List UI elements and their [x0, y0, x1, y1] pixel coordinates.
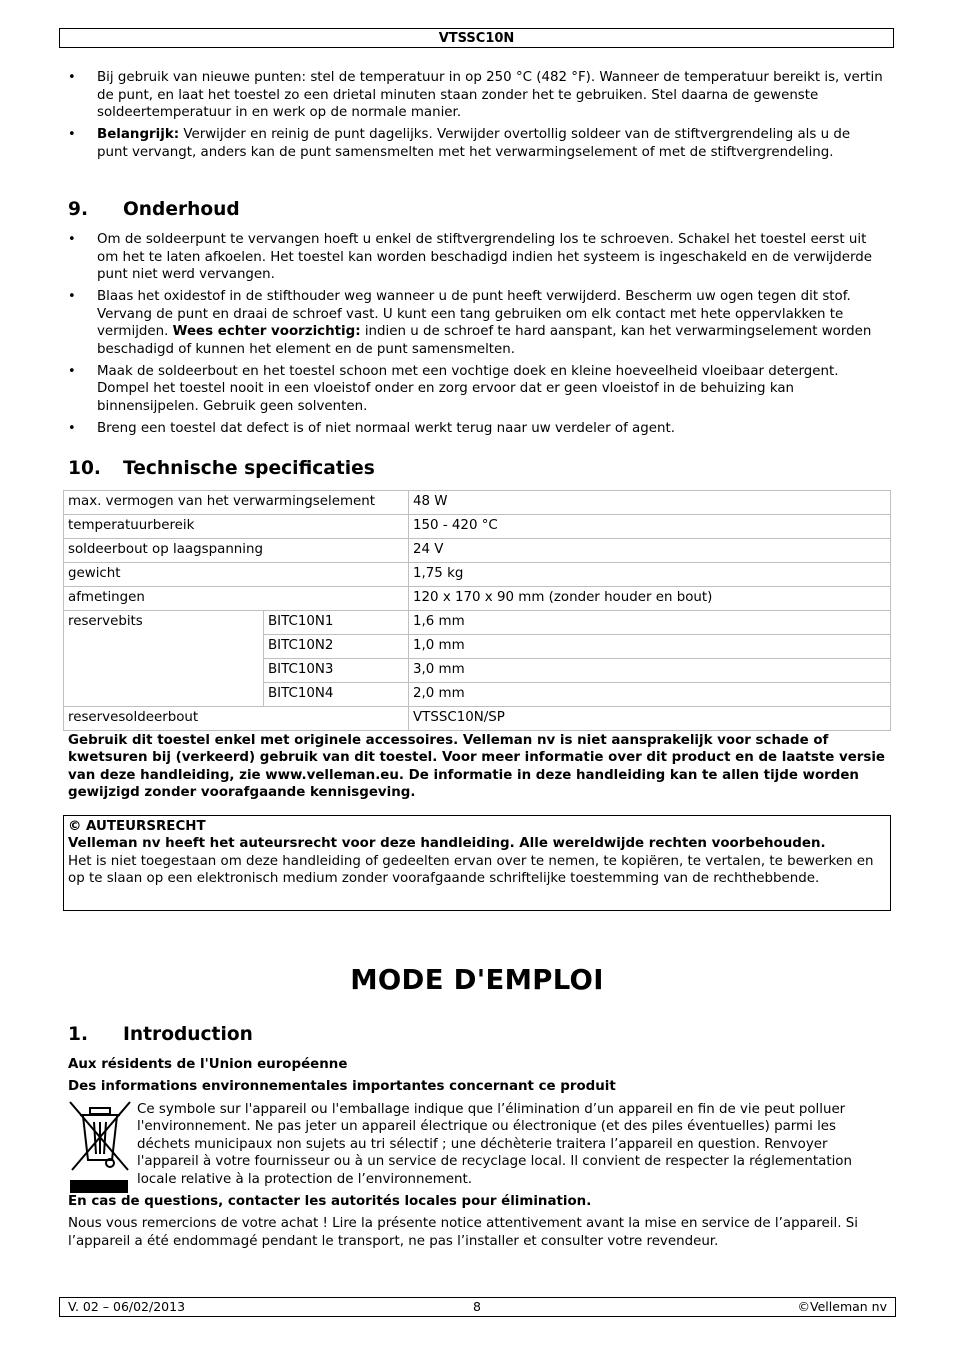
section-heading-specs: 10. Technische specificaties — [68, 458, 375, 479]
page-header: VTSSC10N — [59, 28, 894, 48]
bullet-icon: • — [68, 70, 76, 85]
eu-residents-heading: Aux résidents de l'Union européenne — [68, 1057, 348, 1072]
disposal-contact-note: En cas de questions, contacter les autorités locales pour élimination. — [68, 1194, 592, 1209]
list-item: • Breng een toestel dat defect is of niet normaal werkt terug naar uw verdeler of agent. — [68, 420, 675, 436]
specifications-table — [63, 490, 891, 731]
table-row: temperatuurbereik 150 - 420 °C — [64, 515, 891, 539]
thanks-paragraph: Nous vous remercions de votre achat ! Lire la présente notice attentivement avant la mise en service de l’appareil. Si l’appareil a été endommagé pendant le transport, ne pas l’installer et consulter votre revendeur. — [68, 1216, 858, 1249]
intro-bullet-list — [68, 69, 884, 166]
table-row: soldeerbout op laagspanning 24 V — [64, 539, 891, 563]
bullet-icon: • — [68, 363, 76, 379]
list-item: • Maak de soldeerbout en het toestel schoon met een vochtige doek en kleine hoeveelheid vloeibaar detergent. Dompel het toestel nooit in een vloeistof onder en zorg ervoor dat er geen vloeistof in de behuizing kan binnensijpelen. Gebruik geen solventen. — [68, 363, 839, 414]
list-item: • Bij gebruik van nieuwe punten: stel de temperatuur in op 250 °C (482 °F). Wanneer de temperatuur bereikt is, vertin de punt, en laat het toestel zo een drietal minuten staan zonder het te gebruiken. Stel daarna de gewenste soldeertemperatuur in en werk op de normale manier. — [68, 70, 883, 121]
table-row: BITC10N2 1,0 mm — [64, 635, 891, 659]
page-footer — [59, 1297, 896, 1317]
table-row: reservesoldeerbout VTSSC10N/SP — [64, 707, 891, 731]
table-row: BITC10N3 3,0 mm — [64, 659, 891, 683]
copyright-body: Het is niet toegestaan om deze handleiding of gedeelten ervan over te nemen, te kopiëren, te vertalen, te bewerken en op te slaan op een elektronisch medium zonder voorafgaande schriftelijke toestemming van de rechthebbende. — [68, 853, 874, 887]
bullet-icon: • — [68, 232, 76, 247]
section-heading-maintenance: 9. Onderhoud — [68, 199, 240, 220]
list-item: • Blaas het oxidestof in de stifthouder weg wanneer u de punt heeft verwijderd. Bescherm uw ogen tegen dit stof. Vervang de punt en draai de schroef vast. U kunt een tang gebruiken om elk contact met hete oppervlakken te vermijden. Wees echter voorzichtig: indien u de schroef te hard aanspant, kan het verwarmingselement worden beschadigd of kunnen het element en de punt samensmelten. — [68, 289, 872, 357]
disposal-notice-text: Ce symbole sur l'appareil ou l'emballage indique que l’élimination d’un appareil en fin de vie peut polluer l'environnement. Ne pas jeter un appareil électrique ou électronique (et des piles éventuelles) parmi les déchets municipaux non sujets au tri sélectif ; une déchèterie traitera l’appareil en question. Renvoyer l'appareil à votre fournisseur ou à un service de recyclage local. Il convient de respecter la réglementation locale relative à la protection de l’environnement. — [137, 1102, 852, 1187]
bullet-icon: • — [68, 127, 76, 143]
table-row: BITC10N4 2,0 mm — [64, 683, 891, 707]
maintenance-bullet-list — [68, 231, 884, 442]
weee-crossed-bin-icon — [68, 1100, 132, 1196]
copyright-box — [63, 815, 891, 911]
table-row: max. vermogen van het verwarmingselement 48 W — [64, 491, 891, 515]
copyright-statement: Velleman nv heeft het auteursrecht voor deze handleiding. Alle wereldwijde rechten voorbehouden. — [68, 836, 826, 852]
bullet-icon: • — [68, 289, 76, 305]
footer-copyright: ©Velleman nv — [797, 1299, 887, 1314]
footer-page-number: 8 — [473, 1299, 481, 1314]
list-item: • Belangrijk: Verwijder en reinig de punt dagelijks. Verwijder overtollig soldeer van de stiftvergrendeling als u de punt vervangt, anders kan de punt samensmelten met het verwarmingselement of met de stiftvergrendeling. — [68, 127, 851, 160]
accessories-notice: Gebruik dit toestel enkel met originele accessoires. Velleman nv is niet aansprakelijk voor schade of kwetsuren bij (verkeerd) gebruik van dit toestel. Voor meer informatie over dit product en de laatste versie van deze handleiding, zie www.velleman.eu. De informatie in deze handleiding kan te allen tijde worden gewijzigd zonder voorafgaande kennisgeving. — [68, 733, 886, 801]
environment-info-heading: Des informations environnementales importantes concernant ce produit — [68, 1079, 616, 1094]
list-item: • Om de soldeerpunt te vervangen hoeft u enkel de stiftvergrendeling los te schroeven. Schakel het toestel eerst uit om het te laten afkoelen. Het toestel kan worden beschadigd indien het systeem is ingeschakeld en de verwijderde punt niet werd vervangen. — [68, 232, 873, 283]
table-row: afmetingen 120 x 170 x 90 mm (zonder houder en bout) — [64, 587, 891, 611]
footer-version: V. 02 – 06/02/2013 — [68, 1299, 186, 1314]
section-heading-introduction: 1. Introduction — [68, 1024, 253, 1045]
copyright-title: © AUTEURSRECHT — [68, 819, 206, 834]
page-title: MODE D'EMPLOI — [350, 964, 604, 996]
table-row: reservebits BITC10N1 1,6 mm — [64, 611, 891, 635]
bullet-icon: • — [68, 420, 76, 436]
table-row: gewicht 1,75 kg — [64, 563, 891, 587]
